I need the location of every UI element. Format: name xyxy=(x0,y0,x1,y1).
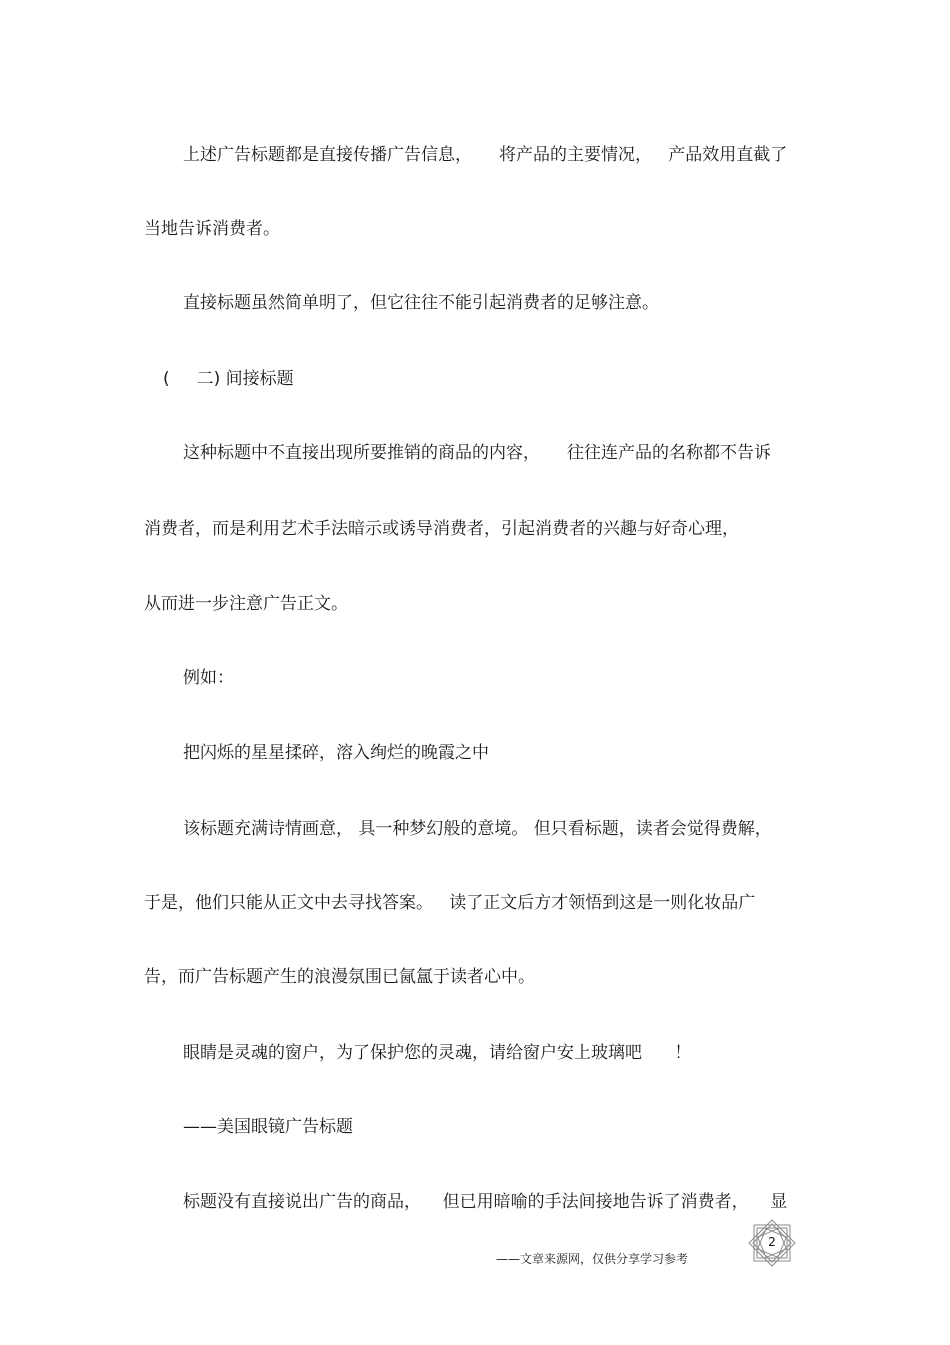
paragraph-line: 当地告诉消费者。 xyxy=(144,219,280,239)
attribution-line: ——美国眼镜广告标题 xyxy=(183,1117,353,1137)
paragraph-line: 于是，他们只能从正文中去寻找答案。 读了正文后方才领悟到这是一则化妆品广 xyxy=(144,893,756,913)
page-number: 2 xyxy=(768,1235,776,1249)
paragraph-line: 这种标题中不直接出现所要推销的商品的内容， 往往连产品的名称都不告诉 xyxy=(183,443,772,463)
paragraph-line: 从而进一步注意广告正文。 xyxy=(144,594,348,614)
paragraph-line: 告，而广告标题产生的浪漫氛围已氤氲于读者心中。 xyxy=(144,967,535,987)
paragraph-line: 直接标题虽然简单明了，但它往往不能引起消费者的足够注意。 xyxy=(183,293,659,313)
example-headline: 把闪烁的星星揉碎，溶入绚烂的晚霞之中 xyxy=(183,743,489,763)
paragraph-line: 标题没有直接说出广告的商品， 但已用暗喻的手法间接地告诉了消费者， 显 xyxy=(183,1192,788,1212)
footer-source-note: ——文章来源网，仅供分享学习参考 xyxy=(496,1252,689,1266)
paragraph-line: 消费者，而是利用艺术手法暗示或诱导消费者，引起消费者的兴趣与好奇心理， xyxy=(144,519,739,539)
paragraph-line: 该标题充满诗情画意， 具一种梦幻般的意境。 但只看标题，读者会觉得费解， xyxy=(183,819,772,839)
page-number-badge xyxy=(748,1219,796,1267)
paragraph-line: 例如： xyxy=(183,668,234,688)
example-headline: 眼睛是灵魂的窗户，为了保护您的灵魂，请给窗户安上玻璃吧 ！ xyxy=(183,1043,692,1063)
section-heading: ( 二) 间接标题 xyxy=(163,369,294,389)
paragraph-line: 上述广告标题都是直接传播广告信息， 将产品的主要情况， 产品效用直截了 xyxy=(183,145,788,165)
